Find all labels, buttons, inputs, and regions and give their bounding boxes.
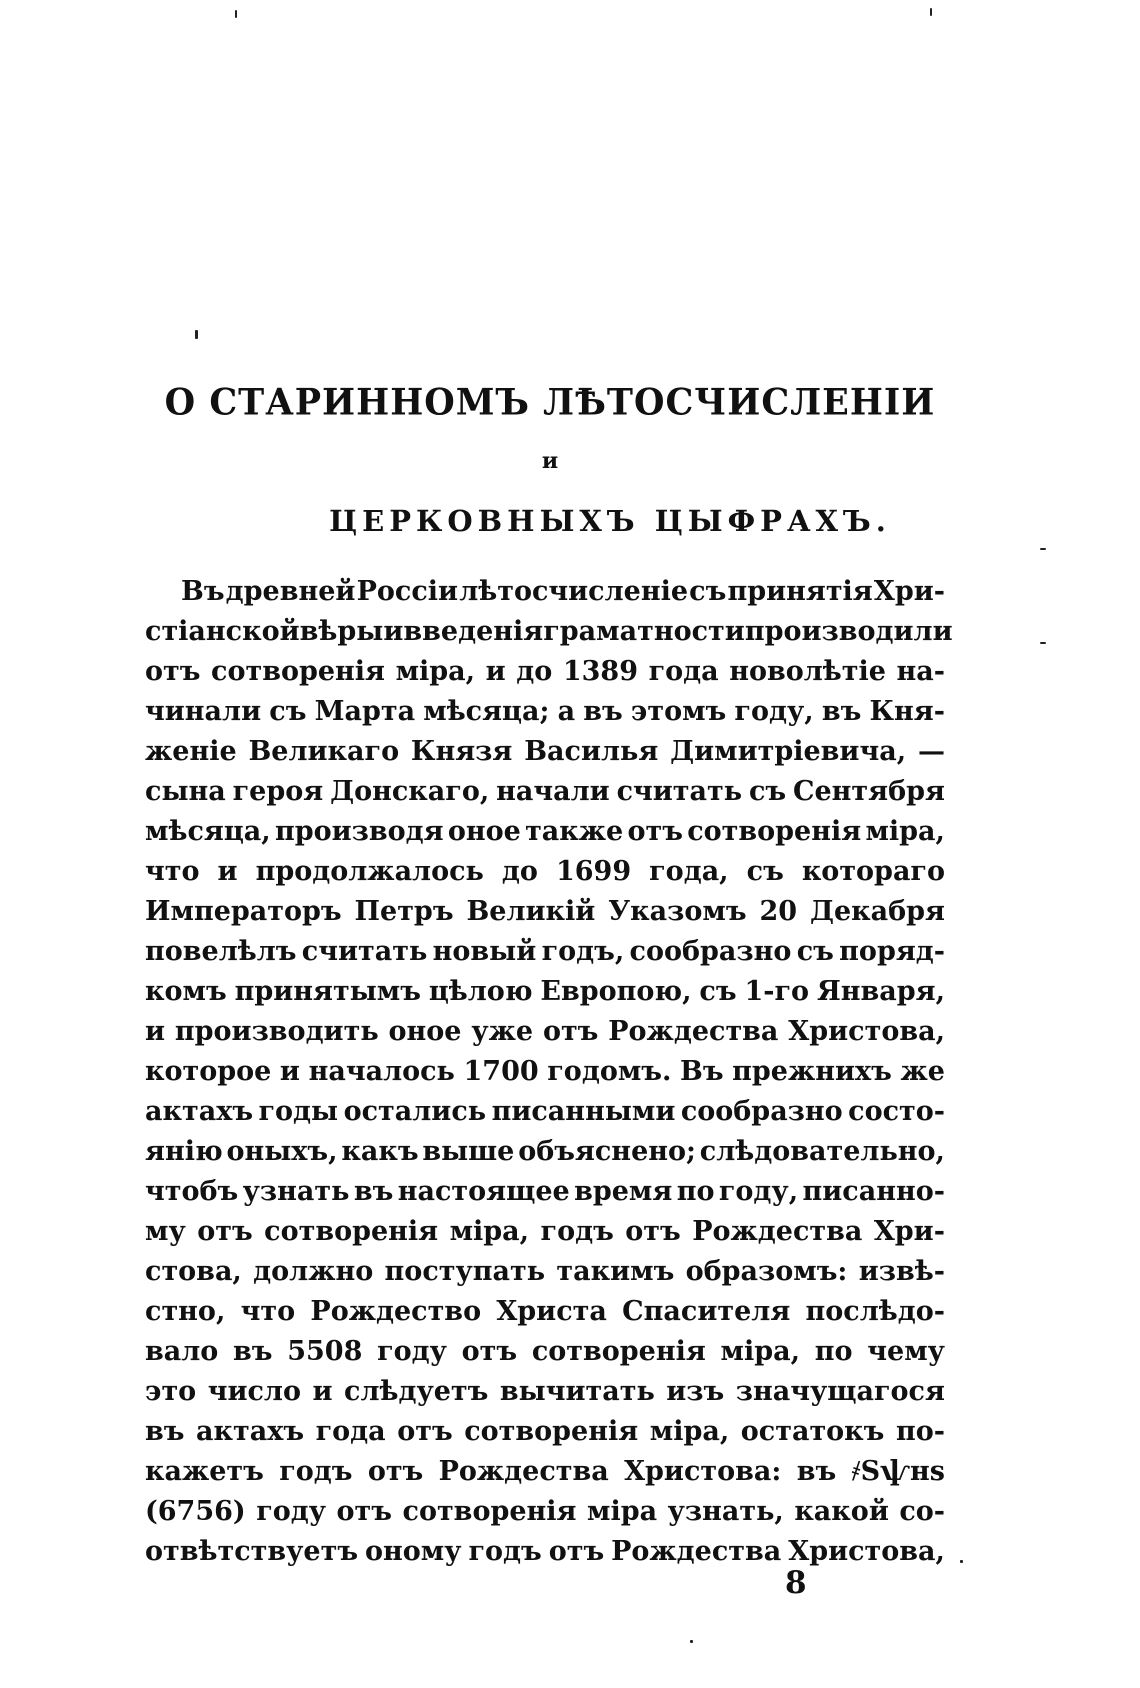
scan-speck: [1040, 548, 1046, 550]
word: годы: [258, 1096, 339, 1127]
text-line: [145, 1372, 945, 1412]
text-line: [145, 1132, 945, 1172]
word: и: [145, 1016, 166, 1047]
word: міра,: [395, 656, 476, 687]
word: какой: [794, 1496, 889, 1527]
word: отъ: [548, 1536, 605, 1567]
word: отъ: [397, 1416, 453, 1447]
word: Петръ: [354, 896, 454, 927]
scan-speck: [960, 1560, 963, 1563]
word: началось: [308, 1056, 455, 1087]
word: Рождества: [608, 1016, 779, 1047]
word: годомъ.: [547, 1056, 672, 1087]
word: Въ: [181, 576, 225, 607]
word: считать: [616, 776, 743, 807]
word: Указомъ: [608, 896, 747, 927]
word: чинали: [145, 696, 262, 727]
word: янію: [145, 1136, 223, 1167]
word: сына: [145, 776, 226, 807]
scan-speck: [235, 10, 237, 18]
word: стова,: [145, 1256, 242, 1287]
word: въ: [353, 1176, 394, 1207]
word: цѣлою: [428, 976, 533, 1007]
word: настоящее: [397, 1176, 570, 1207]
word: и: [312, 1376, 333, 1407]
word: по: [676, 1176, 715, 1207]
scan-speck: [1040, 642, 1046, 644]
text-line: [145, 692, 945, 732]
word: отъ: [627, 816, 683, 847]
word: по: [814, 1336, 853, 1367]
word: принятія: [727, 576, 873, 607]
word: съ: [746, 856, 784, 887]
word: послѣдо-: [805, 1296, 945, 1327]
word: новый: [432, 936, 537, 967]
text-line: [145, 1452, 945, 1492]
word: состо-: [848, 1096, 945, 1127]
word: года: [648, 656, 719, 687]
word: что: [240, 1296, 296, 1327]
word: Января,: [816, 976, 945, 1007]
word: сотворенія: [402, 1496, 577, 1527]
text-line: [145, 892, 945, 932]
word: Князя: [410, 736, 513, 767]
word: извѣ-: [858, 1256, 945, 1287]
word: чтобъ: [145, 1176, 239, 1207]
word: году,: [718, 1176, 799, 1207]
word: отъ: [542, 1016, 599, 1047]
word: міра,: [649, 1416, 730, 1447]
word: Хри-: [873, 576, 945, 607]
word: 20: [759, 896, 798, 927]
word: лѣтосчисленіе: [459, 576, 689, 607]
word: время: [574, 1176, 673, 1207]
word: міра,: [449, 1216, 530, 1247]
word: кажетъ: [145, 1456, 264, 1487]
word: изъ: [666, 1376, 725, 1407]
word: производя: [274, 816, 444, 847]
word: Россіи: [356, 576, 459, 607]
word: —: [917, 736, 945, 767]
word: оному: [365, 1536, 462, 1567]
scan-speck: [195, 330, 198, 339]
word: съ: [748, 776, 787, 807]
word: оное: [447, 816, 521, 847]
word: годъ,: [541, 936, 625, 967]
word: остатокъ: [740, 1416, 885, 1447]
word: Рождества: [611, 1536, 782, 1567]
text-line: [145, 932, 945, 972]
text-line: [145, 612, 953, 652]
word: 5508: [287, 1336, 363, 1367]
text-line: [145, 1052, 945, 1092]
word: 1699: [555, 856, 632, 887]
text-line: [145, 572, 945, 612]
word: года: [315, 1416, 386, 1447]
word: на-: [896, 656, 945, 687]
word: ҂Ѕѱнѕ: [851, 1456, 945, 1487]
word: древней: [225, 576, 356, 607]
word: чему: [867, 1336, 945, 1367]
text-line: [145, 732, 945, 772]
word: съ: [796, 936, 834, 967]
text-line: [145, 1332, 945, 1372]
word: Христова,: [788, 1016, 945, 1047]
word: Димитріевича,: [670, 736, 907, 767]
word: Великій: [466, 896, 596, 927]
text-line: [145, 1092, 945, 1132]
scan-speck: [930, 8, 932, 16]
word: въ: [821, 696, 862, 727]
word: по-: [895, 1416, 945, 1447]
word: вѣры: [299, 616, 384, 647]
word: отвѣтствуетъ: [145, 1536, 359, 1567]
word: Рождества: [692, 1216, 863, 1247]
word: это: [145, 1376, 197, 1407]
word: Василья: [524, 736, 659, 767]
word: Въ: [680, 1056, 724, 1087]
word: этомъ: [630, 696, 727, 727]
word: до: [516, 656, 553, 687]
word: и: [217, 856, 238, 887]
text-line: [145, 1212, 945, 1252]
word: Кня-: [869, 696, 945, 727]
word: поряд-: [839, 936, 945, 967]
text-line: [145, 1292, 945, 1332]
word: Христова:: [624, 1456, 782, 1487]
word: которое: [145, 1056, 272, 1087]
word: слѣдовательно,: [699, 1136, 945, 1167]
text-line: [145, 1492, 945, 1532]
word: оныхъ,: [226, 1136, 338, 1167]
word: продолжалось: [255, 856, 484, 887]
word: также: [525, 816, 624, 847]
word: и: [485, 656, 506, 687]
word: въ: [233, 1336, 273, 1367]
text-line: [145, 772, 945, 812]
text-line: [145, 812, 945, 852]
word: отъ: [336, 1496, 392, 1527]
word: актахъ: [196, 1416, 305, 1447]
word: писанно-: [802, 1176, 945, 1207]
word: что: [145, 856, 200, 887]
word: 1-го: [744, 976, 810, 1007]
word: принятымъ: [234, 976, 421, 1007]
word: производить: [174, 1016, 379, 1047]
word: Декабря: [809, 896, 945, 927]
text-line: [145, 1252, 945, 1292]
chapter-subtitle: ЦЕРКОВНЫХЪ ЦЫФРАХЪ.: [329, 504, 891, 538]
word: сообразно: [680, 1096, 843, 1127]
word: повелѣлъ: [145, 936, 297, 967]
word: въ: [796, 1456, 837, 1487]
word: мѣсяца;: [423, 696, 550, 727]
word: 1700: [463, 1056, 539, 1087]
word: Марта: [314, 696, 416, 727]
word: сотворенія: [531, 1336, 706, 1367]
word: Сентября: [793, 776, 945, 807]
word: узнать,: [667, 1496, 784, 1527]
word: отъ: [145, 656, 201, 687]
word: сотворенія: [687, 816, 862, 847]
word: Спасителя: [622, 1296, 791, 1327]
page-number: 8: [785, 1565, 807, 1601]
word: поступать: [384, 1256, 546, 1287]
word: годъ: [540, 1216, 614, 1247]
word: граматности: [543, 616, 745, 647]
word: и: [383, 616, 404, 647]
word: Рождество: [310, 1296, 482, 1327]
word: число: [207, 1376, 301, 1407]
word: сообразно: [629, 936, 792, 967]
word: объяснено;: [518, 1136, 696, 1167]
text-line: [145, 1532, 945, 1572]
word: актахъ: [145, 1096, 254, 1127]
word: и: [279, 1056, 300, 1087]
word: въ: [583, 696, 623, 727]
word: слѣдуетъ: [344, 1376, 489, 1407]
word: съ: [689, 576, 727, 607]
word: міра: [586, 1496, 658, 1527]
word: году: [377, 1336, 447, 1367]
word: Европою,: [540, 976, 692, 1007]
word: Хри-: [873, 1216, 945, 1247]
word: Императоръ: [145, 896, 342, 927]
word: сотворенія: [211, 656, 386, 687]
word: отъ: [625, 1216, 681, 1247]
word: новолѣтіе: [729, 656, 886, 687]
word: должно: [253, 1256, 374, 1287]
word: Рождества: [438, 1456, 609, 1487]
word: женіе: [145, 736, 237, 767]
title-conjunction: и: [541, 448, 559, 474]
chapter-title: О СТАРИННОМЪ ЛѢТОСЧИСЛЕНІИ: [164, 380, 936, 425]
word: міра,: [865, 816, 945, 847]
word: (6756): [145, 1496, 246, 1527]
word: Великаго: [248, 736, 400, 767]
text-line: [145, 1012, 945, 1052]
text-line: [145, 1172, 945, 1212]
word: героя: [232, 776, 324, 807]
word: выше: [422, 1136, 515, 1167]
word: начали: [496, 776, 610, 807]
word: году: [256, 1496, 327, 1527]
word: му: [145, 1216, 186, 1247]
word: остались: [343, 1096, 487, 1127]
body-paragraph: [145, 572, 953, 1572]
word: считать: [301, 936, 428, 967]
word: образомъ:: [685, 1256, 848, 1287]
word: узнать: [242, 1176, 350, 1207]
word: году,: [734, 696, 814, 727]
word: прежнихъ: [732, 1056, 892, 1087]
text-line: [145, 972, 945, 1012]
word: годъ: [279, 1456, 353, 1487]
word: Донскаго,: [330, 776, 490, 807]
word: вычитать: [499, 1376, 655, 1407]
word: года,: [649, 856, 729, 887]
word: въ: [145, 1416, 185, 1447]
word: уже: [471, 1016, 534, 1047]
word: сотворенія: [264, 1216, 439, 1247]
word: отъ: [367, 1456, 424, 1487]
text-line: [145, 1412, 945, 1452]
word: отъ: [197, 1216, 253, 1247]
word: мѣсяца,: [145, 816, 271, 847]
word: такимъ: [556, 1256, 675, 1287]
word: съ: [699, 976, 737, 1007]
word: Христа: [496, 1296, 607, 1327]
word: же: [900, 1056, 945, 1087]
word: со-: [899, 1496, 945, 1527]
word: вало: [145, 1336, 219, 1367]
word: стно,: [145, 1296, 226, 1327]
text-line: [145, 652, 945, 692]
word: съ: [269, 696, 307, 727]
word: стіанской: [145, 616, 300, 647]
word: оное: [388, 1016, 462, 1047]
word: до: [501, 856, 538, 887]
word: Христова,: [788, 1536, 945, 1567]
word: производили: [744, 616, 953, 647]
word: 1389: [562, 656, 639, 687]
word: сотворенія: [464, 1416, 639, 1447]
word: котораго: [801, 856, 945, 887]
word: отъ: [461, 1336, 518, 1367]
word: писанными: [491, 1096, 676, 1127]
word: міра,: [720, 1336, 801, 1367]
scan-speck: [690, 1640, 693, 1643]
text-line: [145, 852, 945, 892]
word: а: [557, 696, 576, 727]
word: значущагося: [735, 1376, 945, 1407]
word: введенія: [403, 616, 544, 647]
word: годъ: [468, 1536, 542, 1567]
word: какъ: [341, 1136, 419, 1167]
word: комъ: [145, 976, 227, 1007]
